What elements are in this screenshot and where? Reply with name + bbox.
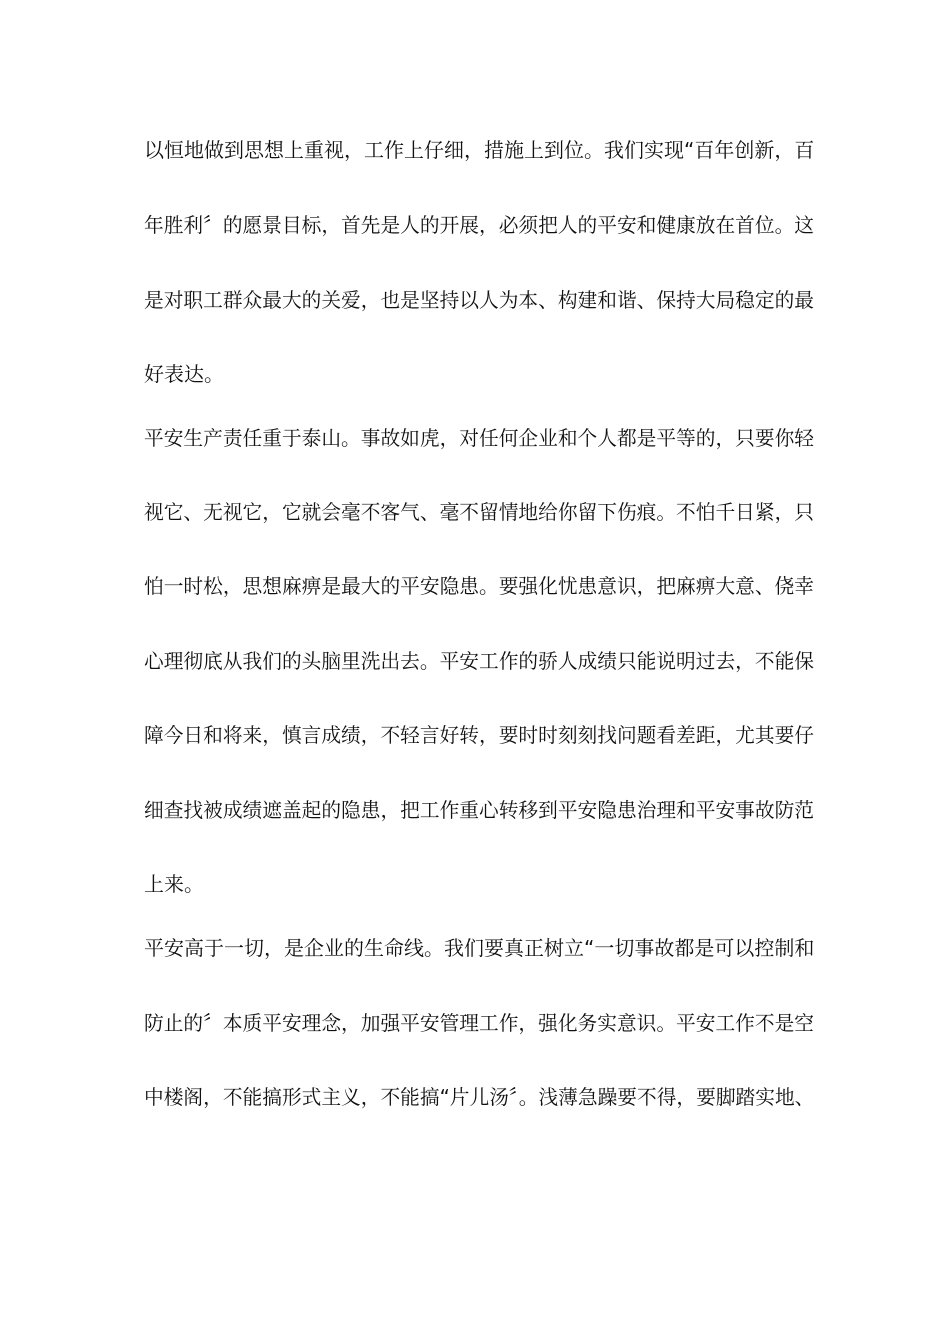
text-line: 心理彻底从我们的头脑里洗出去。平安工作的骄人成绩只能说明过去，不能保 [144,649,814,673]
text-line: 以恒地做到思想上重视，工作上仔细，措施上到位。我们实现“百年创新，百 [144,138,815,162]
text-line: 上来。 [144,872,204,896]
text-line: 细查找被成绩遮盖起的隐患，把工作重心转移到平安隐患治理和平安事故防范 [144,798,814,822]
text-line: 平安高于一切，是企业的生命线。我们要真正树立“一切事故都是可以控制和 [144,936,815,960]
text-line: 障今日和将来，慎言成绩，不轻言好转，要时时刻刻找问题看差距，尤其要仔 [144,723,814,747]
text-line: 平安生产责任重于泰山。事故如虎，对任何企业和个人都是平等的，只要你轻 [144,426,814,450]
text-line: 中楼阁，不能搞形式主义，不能搞“片儿汤〞。浅薄急躁要不得，要脚踏实地、 [144,1085,815,1109]
text-line: 防止的〞本质平安理念，加强平安管理工作，强化务实意识。平安工作不是空 [144,1011,814,1035]
text-line: 是对职工群众最大的关爱，也是坚持以人为本、构建和谐、保持大局稳定的最 [144,288,814,312]
text-line: 视它、无视它，它就会毫不客气、毫不留情地给你留下伤痕。不怕千日紧，只 [144,500,814,524]
text-line: 好表达。 [144,362,224,386]
text-line: 怕一时松，思想麻痹是最大的平安隐患。要强化忧患意识，把麻痹大意、侥幸 [144,574,814,598]
text-line: 年胜利〞的愿景目标，首先是人的开展，必须把人的平安和健康放在首位。这 [144,213,814,237]
